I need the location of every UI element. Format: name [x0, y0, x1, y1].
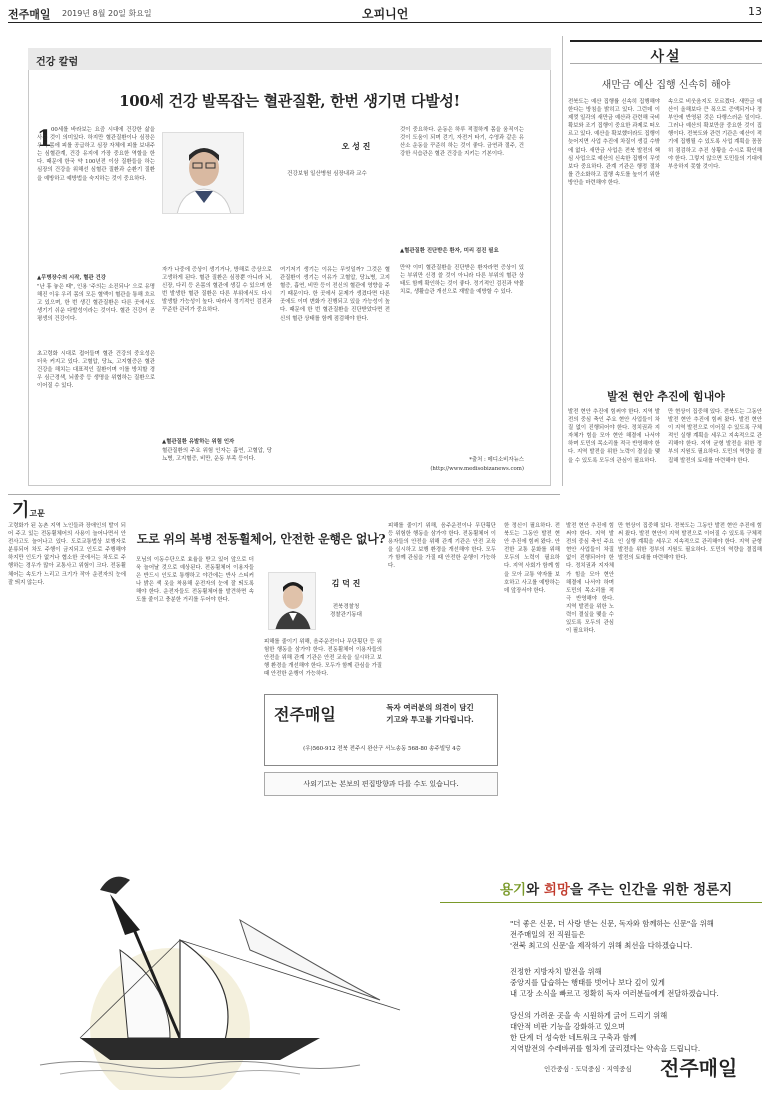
health-col4b-text: 만약 이미 혈관질환을 진단받은 환자라면 증상이 있는 부위만 신경 쓸 것이 아니라 다른 부위의 혈관 상태도 함께 확인하는 것이 좋다. 정기적인 검진과 약물 치료, 생활습관 개선으로 재발을 예방할 수 있다.: [400, 265, 524, 296]
ad-title-rule: [440, 902, 762, 903]
contribution-col2-text: 모님의 이동수단으로 효율을 받고 있어 앞으로 더욱 늘어날 것으로 예상된다. 전동휠체어 이용자들은 반드시 인도로 통행하고 야간에는 반사 스티커나 밝은 색 옷을 착용해 운전자의 눈에 잘 띄도록 해야 한다. 운전자들도 전동휠체어를 발견하면 속도를 줄이고 충분한 거리를 두어야 한다.: [136, 557, 254, 604]
ad-title-part2: 와: [526, 882, 544, 898]
health-col1c-text: 초고령화 시대로 접어들며 혈관 건강의 중요성은 더욱 커지고 있다. 고혈압, 당뇨, 고지혈증은 혈관 건강을 해치는 대표적인 질환이며 이를 방치할 경우 심근경색, 뇌졸중 등 생명을 위협하는 질환으로 이어질 수 있다.: [37, 351, 155, 390]
ad-title-part1: 용기: [500, 882, 527, 898]
reader-box-address: (우)560-912 전북 전주시 완산구 서노송동 568-80 송주빌딩 4층: [303, 746, 461, 752]
contribution-label-big: 기: [12, 500, 30, 521]
contribution-col1-text: 고령화가 된 농촌 지역 노인들과 장애인의 발이 되어 주고 있는 전동휠체어의 사용이 늘어나면서 안전사고도 늘어나고 있다. 도로교통법상 보행자로 분류되어 차도 주행이 금지되고 인도로 주행해야 하지만 인도가 없거나 협소한 곳에서는 차도로 주행하는 경우가 많아 교통사고 위험이 크다. 전동휠체어는 속도가 느리고 크기가 작아 운전자의 눈에 잘 띄지 않는다.: [8, 523, 126, 586]
editorial-col3-text: 발전 현안 추진에 힘써야 한다. 지역 발전의 중심 축인 주요 현안 사업들이 차질 없이 진행되어야 한다. 정치권과 지자체가 힘을 모아 현안 해결에 나서야 하며 도민의 목소리를 적극 반영해야 한다. 지역 발전을 위한 노력이 결실을 맺을 수 있도록 모두의 관심이 필요하다.: [568, 409, 660, 464]
ad-p3-line1: 당신의 가려운 곳을 속 시원하게 긁어 드리기 위해: [510, 1011, 668, 1020]
health-col4-text: 것이 중요하다. 운동은 하루 적절하게 몸을 움직이는 것이 도움이 되며 걷기, 자전거 타기, 수영과 같은 유산소 운동을 꾸준히 하는 것이 좋다. 금연과 절주, 건강한 식습관은 혈관 건강을 지키는 기본이다.: [400, 127, 524, 158]
reader-box-line2: 기고와 투고를 기다립니다.: [386, 715, 474, 724]
editorial-col5-text: 만 현상이 집중해 있다. 전북도는 그동안 발전 현안 추진에 힘써 왔다. 발전 현안이 지역 발전으로 이어질 수 있도록 구체적인 실행 계획을 세우고 지속적으로 관리해야 한다. 지역 균형 발전을 위한 정부의 지원도 필요하다. 도민의 역량을 결집해 발전의 토대를 마련해야 한다.: [618, 523, 762, 562]
editorial-col2-text: 속으로 비웃음지도 모르겠다. 새만금 예산이 올해보다 큰 폭으로 증액되거나 정부안에 반영된 것은 다행스러운 일이다. 그러나 예산의 확보만큼 중요한 것이 집행이다. 전북도와 관련 기관은 예산이 적기에 집행될 수 있도록 사업 계획을 꼼꼼히 점검하고 추진 상황을 수시로 확인해야 한다. 그렇지 않으면 도민들의 기대에 부응하지 못할 것이다.: [668, 99, 762, 170]
header-date: 2019년 8월 20일 화요일: [62, 9, 152, 18]
health-column-label: 건강 칼럼: [28, 48, 551, 70]
contribution-col4-text: 한 정신이 필요하다. 전북도는 그동안 발전 현안 추진에 힘써 왔다. 안전한 교통 문화를 위해 모두의 노력이 필요하다. 지역 사회가 함께 힘을 모아 교통 약자를 보호하고 사고를 예방하는 데 앞장서야 한다.: [504, 523, 560, 594]
header-section: 오피니언: [362, 7, 409, 21]
contributor-title-1: 전북경찰청: [332, 604, 360, 610]
contributor-title-2: 경찰관기동대: [330, 612, 362, 618]
health-sub3: ▲혈관질환 진단받은 환자, 미리 검진 필요: [400, 248, 499, 254]
ad-p1-line3: '전북 최고의 신문'을 제작하기 위해 최선을 다하겠습니다.: [510, 941, 693, 950]
contributor-name: 김 덕 진: [331, 578, 361, 588]
ad-p3-line4: 지역발전의 수레바퀴를 힘차게 굴리겠다는 약속을 드립니다.: [510, 1044, 701, 1053]
reader-box-brand: 전주매일: [274, 705, 336, 724]
header-rule: [8, 22, 762, 23]
health-col1b-text: "난 휴 놓은 때", 인용 '주의는 소진되나' 으로 유명해진 이유 우리 몸의 모든 혈액이 혈관을 통해 흐르고 있으며, 한 번 생긴 혈관질환은 다른 곳에서도 생기기 쉬운 다발성이라는 것이다. 혈관 건강이 곧 평생의 건강이다.: [37, 284, 155, 323]
header-page-number: 13: [748, 5, 762, 18]
health-source-url: (http://www.medisobizanews.com): [430, 466, 524, 472]
ad-title: [500, 878, 732, 898]
author-portrait-icon: [163, 133, 244, 214]
ad-paragraph-3: [510, 1010, 760, 1054]
health-sub1: ▲무병장수의 시작, 혈관 건강: [37, 275, 106, 281]
contribution-col3-text: 피해를 줄이기 위해, 음주운전이나 무단횡단 등 위험한 행동을 삼가야 한다. 전동휠체어 이용자들의 안전을 위해 관계 기관은 안전 교육을 실시하고 보행 환경을 개선해야 한다. 모두가 함께 관심을 가질 때 안전한 운행이 가능하다.: [388, 523, 496, 570]
editorial-col6-text: 발전 현안 추진에 힘써야 한다. 지역 발전의 중심 축인 주요 현안 사업들이 차질 없이 진행되어야 한다. 정치권과 지자체가 힘을 모아 현안 해결에 나서야 하며 도민의 목소리를 적극 반영해야 한다. 지역 발전을 위한 노력이 결실을 맺을 수 있도록 모두의 관심이 필요하다.: [566, 523, 614, 635]
contributor-portrait-icon: [269, 573, 316, 630]
health-source: *출처 : 메디소비자뉴스: [469, 457, 524, 463]
contribution-label-small: 고문: [29, 509, 45, 518]
ad-p1-line2: 전주매일의 전 직원들은: [510, 930, 586, 939]
health-col2-text: 자가 나중에 증상이 생기거나, 방해로 증상으로 고생하게 된다. 혈관 질환은 심장뿐 아니라 뇌, 신장, 다리 등 온몸의 혈관에 생길 수 있으며 한 번 발생한 혈관 질환은 다른 부위에서도 다시 발생할 가능성이 높다. 따라서 정기적인 검진과 꾸준한 관리가 중요하다.: [162, 267, 272, 314]
health-col1-text: 00세를 바라보는 요즘 시대에 건강한 삶을 사는 것이 의미있다. 하지만 혈관질환이나 심장은 우리 몸에 피를 공급하고 심장 자체에 피를 보내주는 심혈관계, 건강 유지에 가장 중요한 역할을 한다. 때문에 한국 약 100년전 이상 질환들을 하는 심장의 건강을 위해선 심혈관 질환과 순환기 질환을 예방하고 예방법을 숙지하는 것이 중요하다.: [37, 127, 155, 182]
ad-paragraph-1: [510, 918, 760, 951]
editorial-subtitle: 발전 현안 추진에 힘내야: [607, 390, 725, 403]
health-col3-text: 여기저기 생기는 이유는 무엇일까? 그것은 혈관질환이 생기는 이유가 고혈압, 당뇨병, 고지혈증, 흡연, 비만 등이 전신의 혈관에 영향을 주기 때문이다. 한 곳에서 문제가 생겼다면 다른 곳에도 이미 변화가 진행되고 있을 가능성이 높다. 때문에 한 번 혈관질환을 진단받았다면 전신의 혈관 상태를 함께 점검해야 한다.: [280, 267, 390, 322]
health-author-name: 오 성 진: [341, 141, 371, 151]
author-photo: [162, 132, 244, 214]
ad-title-part3: 희망: [543, 882, 570, 898]
contribution-top-rule: [8, 494, 560, 495]
ad-p3-line2: 대안적 비판 기능을 강화하고 있으며: [510, 1022, 626, 1031]
health-col2b-text: 혈관질환의 주요 위험 인자는 흡연, 고혈압, 당뇨병, 고지혈증, 비만, 운동 부족 등이다.: [162, 448, 272, 463]
contributor-photo: [268, 572, 316, 630]
health-author-title: 건강보험 일산병원 심장내과 교수: [287, 171, 367, 177]
editorial-divider: [562, 36, 563, 486]
ad-p2-line2: 중앙지를 답습하는 행태를 벗어나 보다 깊이 있게: [510, 978, 665, 987]
ad-title-part4: 을 주는 인간을 위한 정론지: [569, 882, 733, 898]
ad-p2-line3: 내 고장 소식을 빠르고 정확히 독자 여러분들에게 전달하겠습니다.: [510, 989, 719, 998]
editorial-title: 새만금 예산 집행 신속히 해야: [601, 80, 731, 91]
ad-paragraph-2: [510, 966, 760, 999]
disclaimer-text: 사외기고는 본보의 편집방향과 다를 수도 있습니다.: [303, 780, 459, 788]
ad-p2-line1: 진정한 지방자치 발전을 위해: [510, 967, 602, 976]
health-column-headline: 100세 건강 발목잡는 혈관질환, 한번 생기면 다발성!: [119, 92, 460, 110]
ad-p1-line1: "더 좋은 신문, 더 사랑 받는 신문, 독자와 함께하는 신문"을 위해: [510, 919, 714, 928]
ad-p3-line3: 한 단계 더 성숙한 네트워크 구축과 함께: [510, 1033, 637, 1042]
ad-slogan: 인간중심 · 도덕중심 · 지역중심: [544, 1065, 632, 1073]
ship-illustration: [20, 860, 460, 1090]
contribution-label: [12, 496, 45, 522]
editorial-col1-text: 전북도는 예산 집행률 신속히 집행해야 한다는 방침을 밝히고 있다. 그런데 이제껏 일각의 새만금 예산과 관련해 국비 확보와 조기 집행이 중요한 과제로 떠오르고 있다. 예산을 확보했더라도 집행이 늦어지면 사업 추진에 차질이 생길 수밖에 없다. 새만금 사업은 전북 발전의 핵심 사업으로 예산의 신속한 집행이 무엇보다 중요하다. 관계 기관은 행정 절차를 간소화하고 집행 속도를 높이기 위한 방안을 마련해야 한다.: [568, 99, 660, 186]
editorial-col4-text: 만 현상이 집중해 있다. 전북도는 그동안 발전 현안 추진에 힘써 왔다. 발전 현안이 지역 발전으로 이어질 수 있도록 구체적인 실행 계획을 세우고 지속적으로 관리해야 한다. 지역 균형 발전을 위한 정부의 지원도 필요하다. 도민의 역량을 결집해 발전의 토대를 마련해야 한다.: [668, 409, 762, 464]
contribution-col3a-text: 피해를 줄이기 위해, 음주운전이나 무단횡단 등 위험한 행동을 삼가야 한다. 전동휠체어 이용자들의 안전을 위해 관계 기관은 안전 교육을 실시하고 보행 환경을 개선해야 한다. 모두가 함께 관심을 가질 때 안전한 운행이 가능하다.: [264, 639, 382, 678]
editorial-label: 사설: [650, 49, 682, 65]
contribution-headline: 도로 위의 복병 전동휠체어, 안전한 운행은 없나?: [136, 532, 386, 546]
reader-box-line1: 독자 여러분의 의견이 담긴: [386, 703, 474, 712]
health-sub2: ▲혈관질환 유발하는 위험 인자: [162, 439, 235, 445]
header-paper-name: 전주매일: [8, 8, 51, 21]
health-dropcap: 1: [37, 126, 53, 152]
ad-brand: 전주매일: [660, 1056, 738, 1080]
